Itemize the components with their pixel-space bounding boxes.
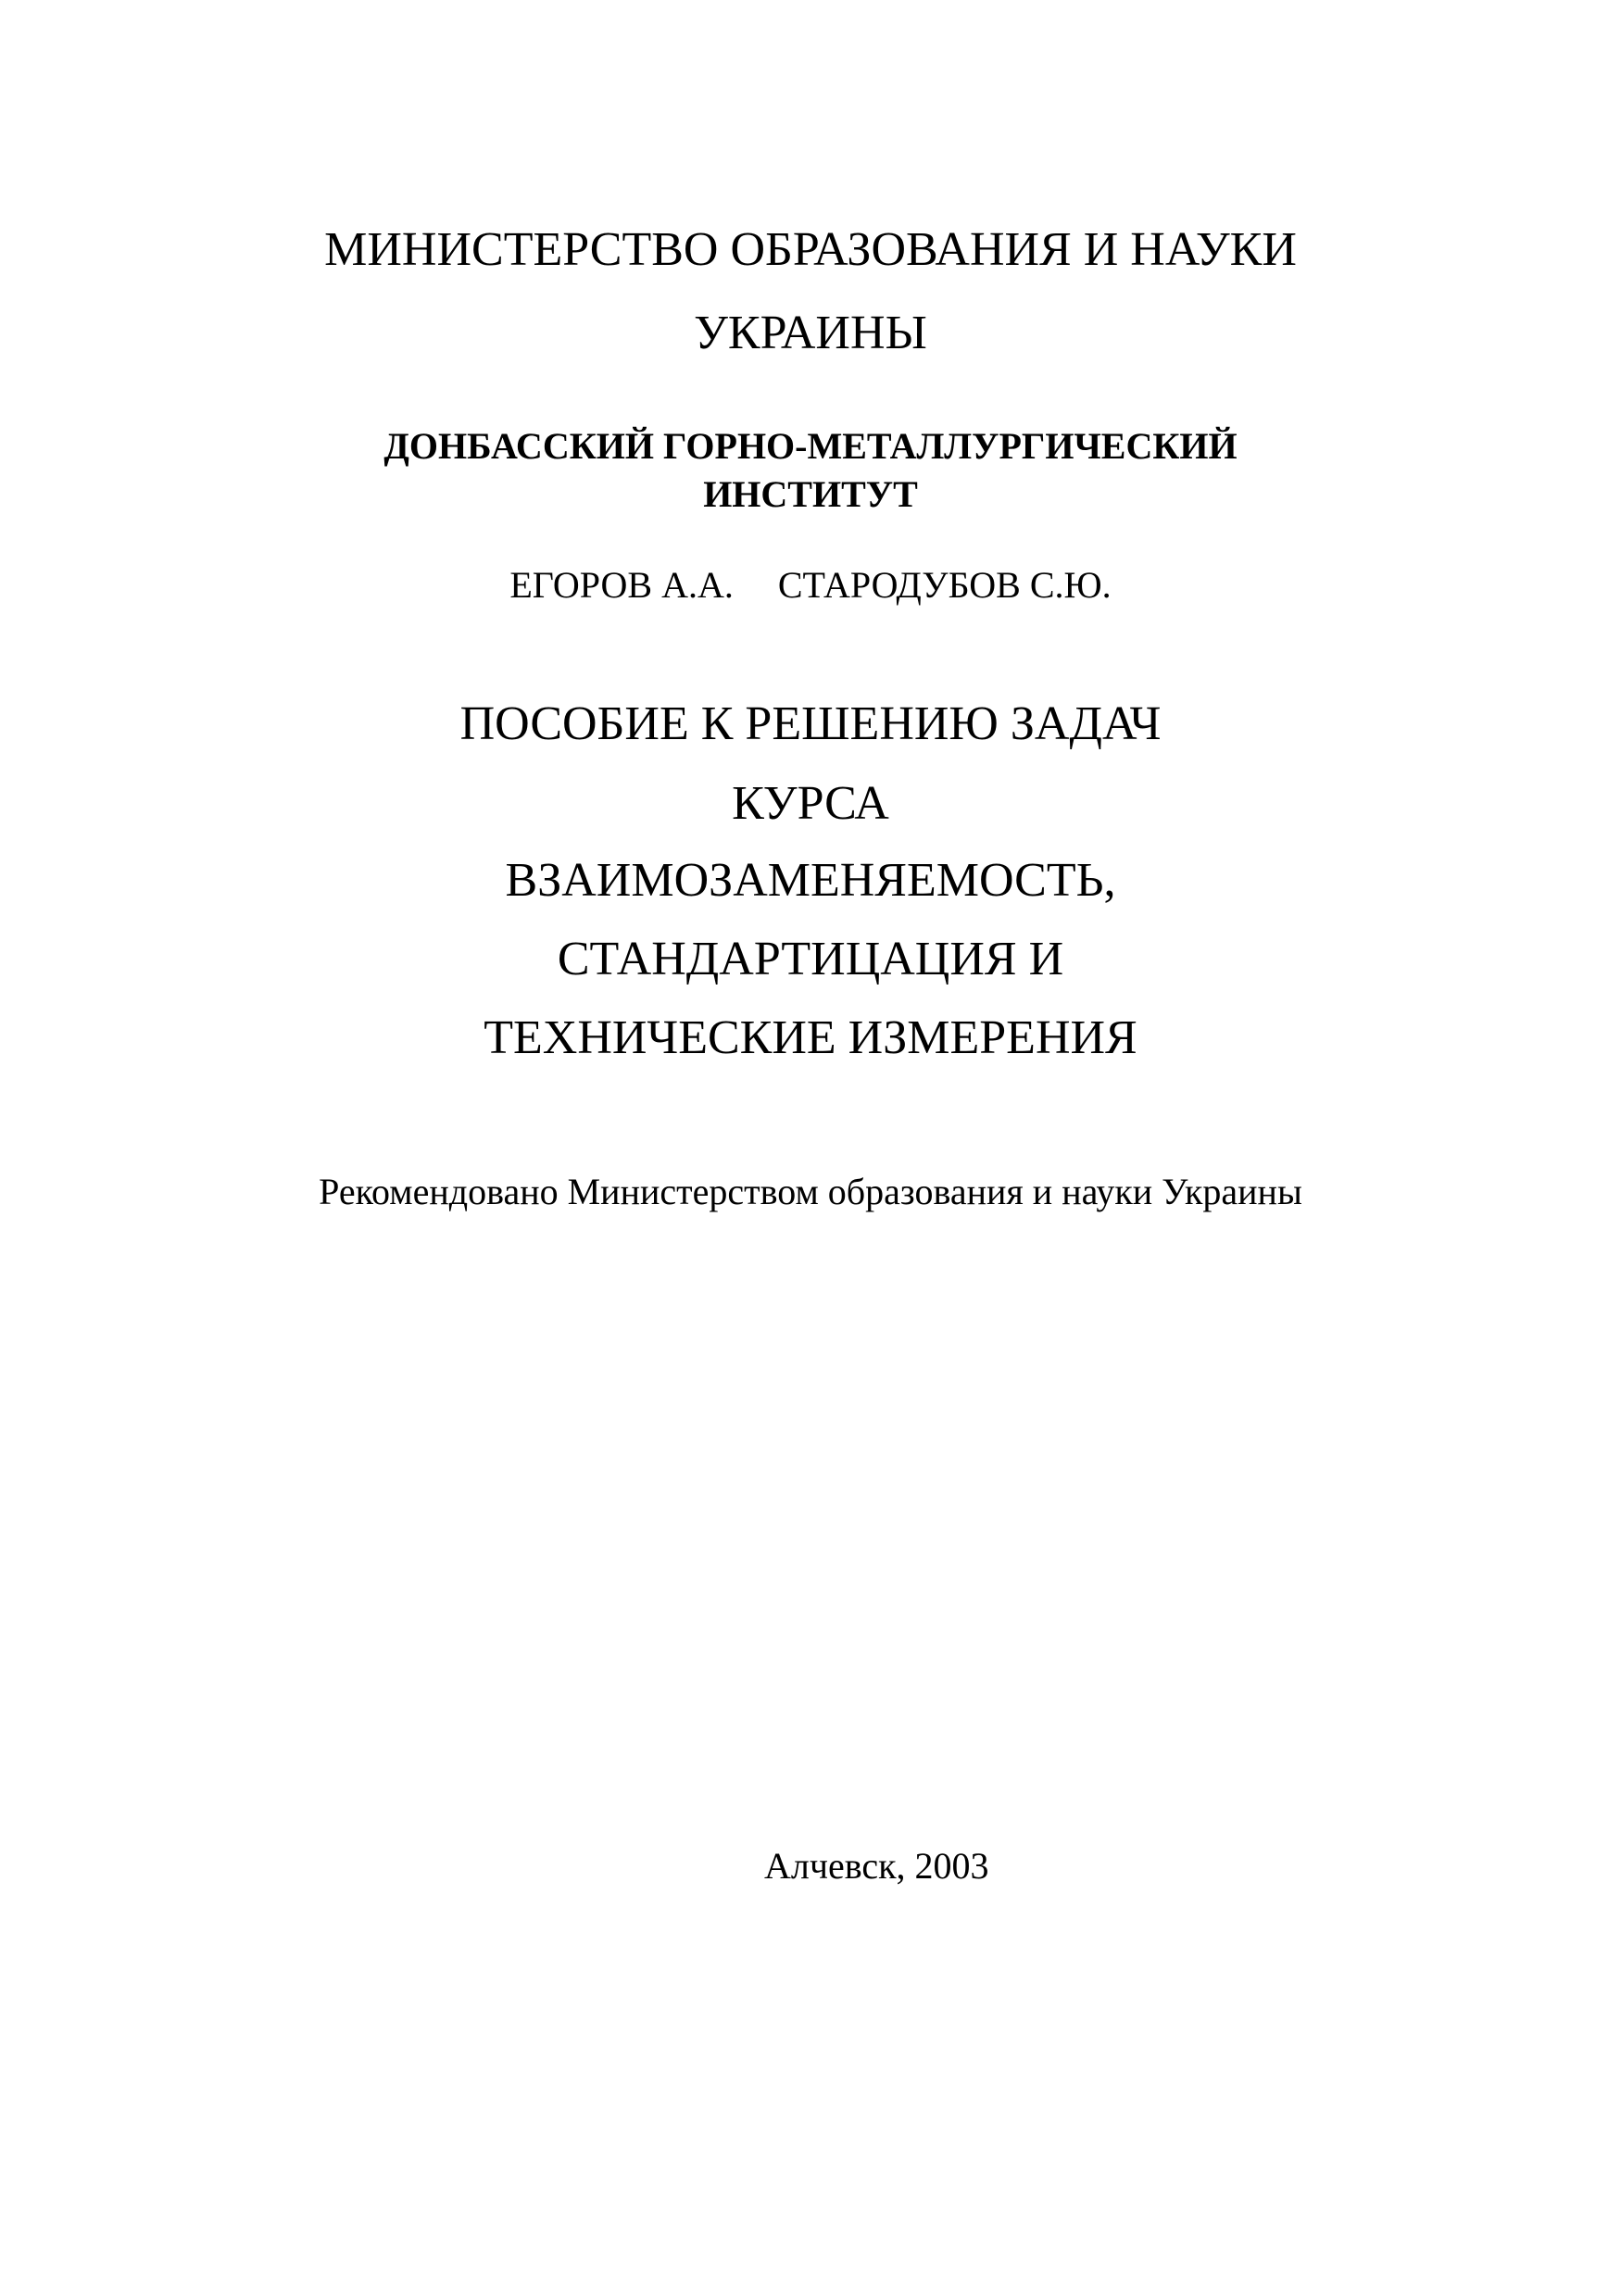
title-line-3: ВЗАИМОЗАМЕНЯЕМОСТЬ, [505,854,1116,907]
imprint-city-year: Алчевск, 2003 [764,1845,989,1887]
ministry-line-2: УКРАИНЫ [694,307,927,359]
title-line-1: ПОСОБИЕ К РЕШЕНИЮ ЗАДАЧ [459,697,1162,750]
title-line-5: ТЕХНИЧЕСКИЕ ИЗМЕРЕНИЯ [484,1011,1137,1064]
authors [0,564,1621,606]
ministry-line-1: МИНИСТЕРСТВО ОБРАЗОВАНИЯ И НАУКИ [324,223,1297,276]
title-line-2: КУРСА [732,777,889,830]
institute-line-2: ИНСТИТУТ [703,473,918,515]
recommendation: Рекомендовано Министерством образования и науки Украины [319,1171,1302,1212]
author-egorov: ЕГОРОВ А.А. [509,564,734,606]
institute-line-1: ДОНБАССКИЙ ГОРНО-МЕТАЛЛУРГИЧЕСКИЙ [383,425,1238,467]
title-line-4: СТАНДАРТИЦАЦИЯ И [557,933,1064,985]
author-starodubov: СТАРОДУБОВ С.Ю. [777,564,1112,606]
